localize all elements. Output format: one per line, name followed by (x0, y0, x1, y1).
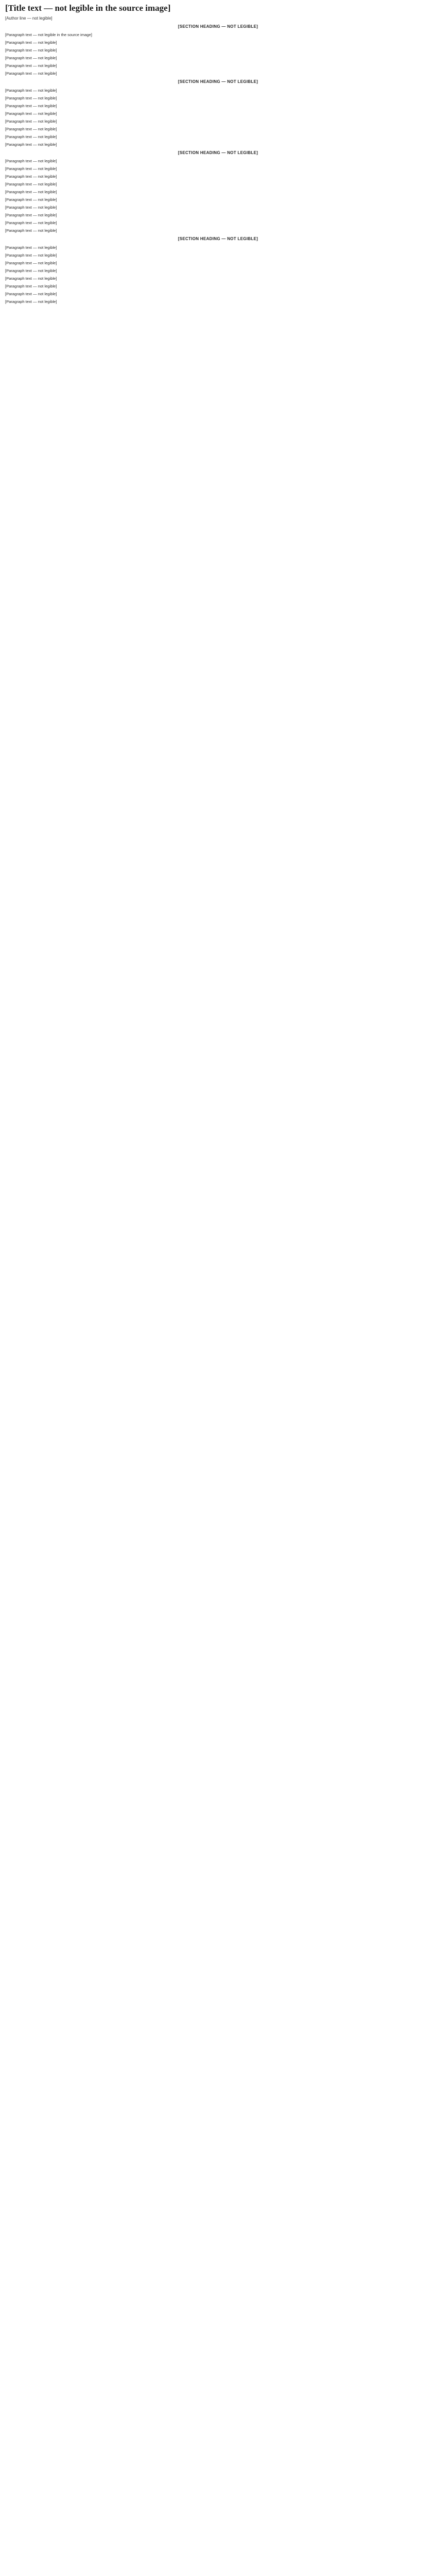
section-heading: [SECTION HEADING — NOT LEGIBLE] (178, 150, 258, 155)
body-paragraph: [Paragraph text — not legible] (5, 142, 57, 147)
body-paragraph: [Paragraph text — not legible] (5, 221, 57, 226)
body-paragraph: [Paragraph text — not legible] (5, 159, 57, 164)
author-line: [Author line — not legible] (5, 15, 53, 21)
article-title: [Title text — not legible in the source image] (5, 3, 171, 13)
body-paragraph: [Paragraph text — not legible] (5, 71, 57, 76)
body-paragraph: [Paragraph text — not legible] (5, 197, 57, 202)
body-paragraph: [Paragraph text — not legible] (5, 134, 57, 139)
body-paragraph: [Paragraph text — not legible] (5, 63, 57, 69)
body-paragraph: [Paragraph text — not legible] (5, 48, 57, 53)
section-heading: [SECTION HEADING — NOT LEGIBLE] (178, 24, 258, 29)
section-heading: [SECTION HEADING — NOT LEGIBLE] (178, 79, 258, 84)
article-body (5, 24, 431, 304)
body-paragraph: [Paragraph text — not legible] (5, 283, 57, 289)
body-paragraph: [Paragraph text — not legible] (5, 88, 57, 93)
body-paragraph: [Paragraph text — not legible] (5, 103, 57, 108)
section-heading: [SECTION HEADING — NOT LEGIBLE] (178, 236, 258, 242)
body-paragraph: [Paragraph text — not legible] (5, 40, 57, 45)
body-paragraph: [Paragraph text — not legible] (5, 118, 57, 124)
body-paragraph: [Paragraph text — not legible] (5, 174, 57, 179)
body-paragraph: [Paragraph text — not legible] (5, 56, 57, 61)
body-paragraph: [Paragraph text — not legible] (5, 299, 57, 304)
body-paragraph: [Paragraph text — not legible] (5, 190, 57, 195)
body-paragraph: [Paragraph text — not legible] (5, 276, 57, 281)
body-paragraph: [Paragraph text — not legible] (5, 252, 57, 258)
body-paragraph: [Paragraph text — not legible] (5, 213, 57, 218)
body-paragraph: [Paragraph text — not legible] (5, 166, 57, 172)
body-paragraph: [Paragraph text — not legible] (5, 228, 57, 233)
body-paragraph: [Paragraph text — not legible] (5, 126, 57, 131)
body-paragraph: [Paragraph text — not legible] (5, 260, 57, 265)
body-paragraph: [Paragraph text — not legible] (5, 268, 57, 273)
body-paragraph: [Paragraph text — not legible] (5, 205, 57, 210)
body-paragraph: [Paragraph text — not legible] (5, 182, 57, 187)
body-paragraph: [Paragraph text — not legible] (5, 95, 57, 100)
body-paragraph: [Paragraph text — not legible] (5, 245, 57, 250)
body-paragraph: [Paragraph text — not legible in the source image] (5, 32, 92, 38)
body-paragraph: [Paragraph text — not legible] (5, 111, 57, 116)
body-paragraph: [Paragraph text — not legible] (5, 291, 57, 296)
